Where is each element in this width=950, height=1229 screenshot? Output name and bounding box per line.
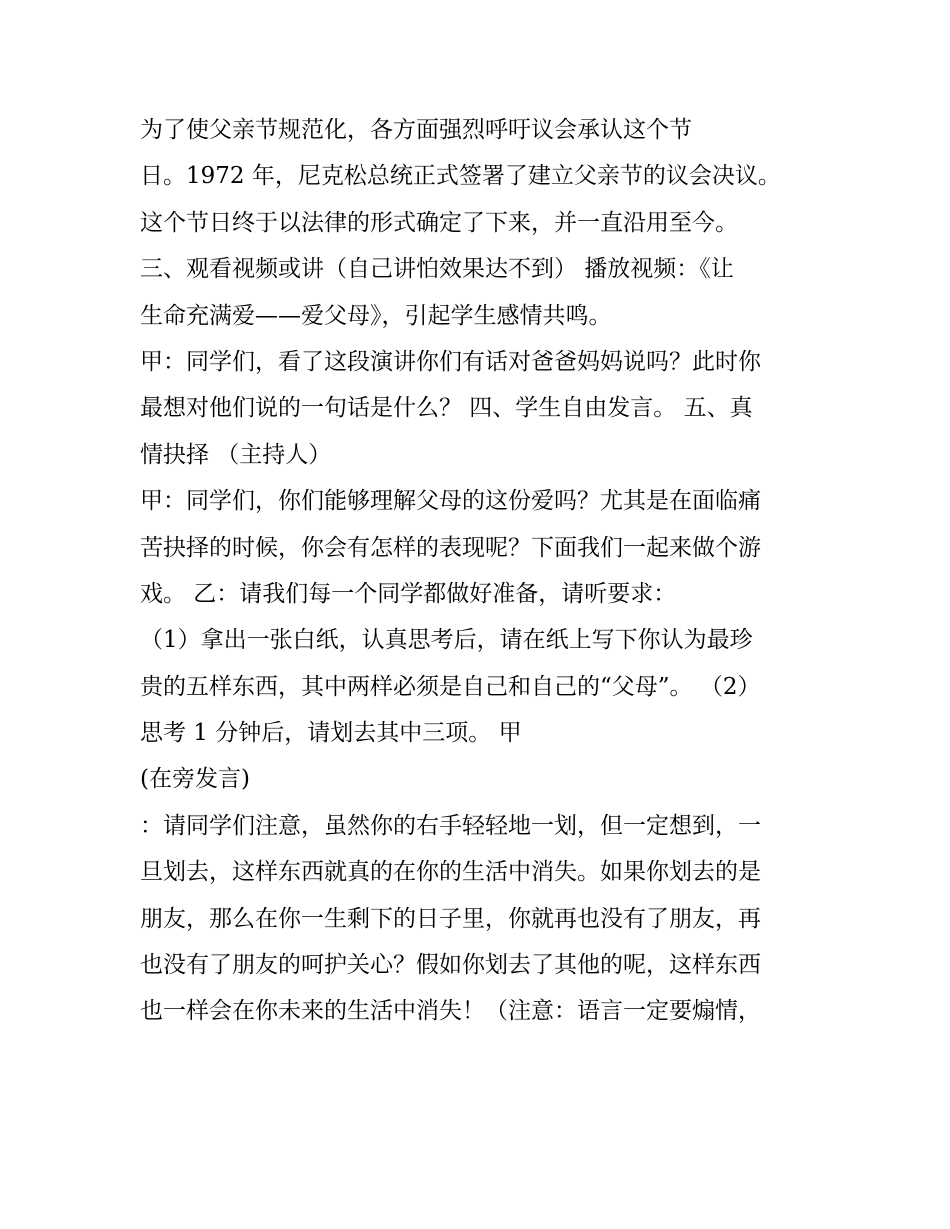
text-line: 朋友，那么在你一生剩下的日子里，你就再也没有了朋友，再 xyxy=(140,905,761,932)
text-line: 也一样会在你未来的生活中消失！（注意：语言一定要煽情， xyxy=(140,998,761,1025)
text-line: 为了使父亲节规范化，各方面强烈呼吁议会承认这个节 xyxy=(140,117,692,143)
text-line: （1）拿出一张白纸，认真思考后，请在纸上写下你认为最珍 xyxy=(140,627,753,654)
text-line: 情抉择 （主持人） xyxy=(140,441,332,468)
text-line: 旦划去，这样东西就真的在你的生活中消失。如果你划去的是 xyxy=(140,859,761,886)
text-line: 最想对他们说的一句话是什么？ 四、学生自由发言。 五、真 xyxy=(140,395,753,422)
text-line: ：请同学们注意，虽然你的右手轻轻地一划，但一定想到，一 xyxy=(140,812,761,839)
text-line: (在旁发言) xyxy=(140,766,250,793)
body-text xyxy=(140,107,820,1035)
text-line: 生命充满爱——爱父母》，引起学生感情共鸣。 xyxy=(140,302,612,329)
text-line: 这个节日终于以法律的形式确定了下来，并一直沿用至今。 xyxy=(140,209,738,236)
text-line: 苦抉择的时候，你会有怎样的表现呢？下面我们一起来做个游 xyxy=(140,534,761,561)
text-line: 甲：同学们，看了这段演讲你们有话对爸爸妈妈说吗？此时你 xyxy=(140,348,761,375)
text-line: 思考 1 分钟后，请划去其中三项。 甲 xyxy=(140,720,522,747)
text-line: 戏。 乙：请我们每一个同学都做好准备，请听要求： xyxy=(140,580,677,607)
text-line: 日。1972 年，尼克松总统正式签署了建立父亲节的议会决议。 xyxy=(140,163,781,190)
text-line: 甲：同学们，你们能够理解父母的这份爱吗？尤其是在面临痛 xyxy=(140,488,761,515)
text-line: 贵的五样东西，其中两样必须是自己和自己的“父母”。 （2） xyxy=(140,673,761,700)
text-line: 三、观看视频或讲（自己讲怕效果达不到） 播放视频：《让 xyxy=(140,256,734,283)
text-line: 也没有了朋友的呵护关心？假如你划去了其他的呢，这样东西 xyxy=(140,952,761,979)
